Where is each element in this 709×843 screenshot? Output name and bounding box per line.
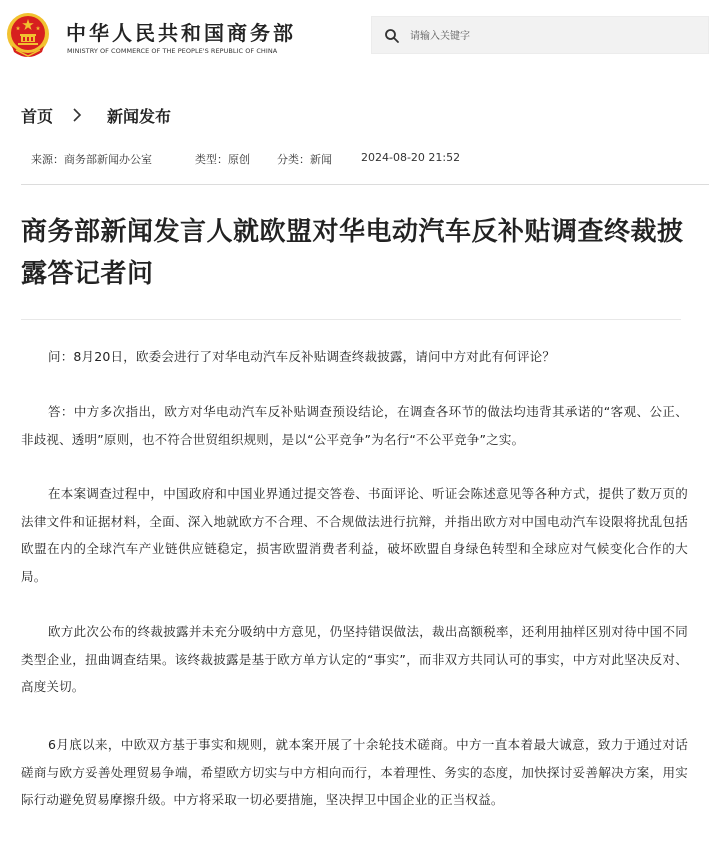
search-input[interactable] [410,26,690,46]
site-name[interactable]: 中华人民共和国商务部 [66,21,296,45]
divider [21,319,681,320]
divider [21,184,709,185]
meta-source: 来源：商务部新闻办公室 [31,153,152,166]
article-paragraph: 6月底以来，中欧双方基于事实和规则，就本案开展了十余轮技术磋商。中方一直本着最大诚意，致力于通过对话磋商与欧方妥善处理贸易争端，希望欧方切实与中方相向而行，本着理性、务实的态度，加快探讨妥善解决方案，用实际行动避免贸易摩擦升级。中方将采取一切必要措施，坚决捍卫中国企业的正当权益。 [21,737,688,807]
article-paragraph: 问：8月20日，欧委会进行了对华电动汽车反补贴调查终裁披露，请问中方对此有何评论？ [48,349,556,364]
search-icon[interactable] [384,28,400,44]
site-header [0,0,709,74]
article-paragraph: 答：中方多次指出，欧方对华电动汽车反补贴调查预设结论，在调查各环节的做法均违背其承诺的“客观、公正、非歧视、透明”原则，也不符合世贸组织规则，是以“公平竞争”为名行“不公平竞争”之实。 [21,404,688,447]
article-title: 商务部新闻发言人就欧盟对华电动汽车反补贴调查终裁披露答记者问 [21,217,684,289]
content-area [0,74,709,843]
breadcrumb-current-link[interactable]: 新闻发布 [107,106,172,126]
national-emblem-icon[interactable] [6,12,50,60]
chevron-right-icon [69,107,85,123]
article-paragraph: 欧方此次公布的终裁披露并未充分吸纳中方意见，仍坚持错误做法，裁出高额税率，还利用抽样区别对待中国不同类型企业，扭曲调查结果。该终裁披露是基于欧方单方认定的“事实”，而非双方共同认可的事实，中方对此坚决反对、高度关切。 [21,624,688,694]
breadcrumb-home-link[interactable]: 首页 [21,106,54,126]
meta-datetime: 2024-08-20 21:52 [361,151,461,164]
search-box[interactable] [371,16,709,54]
site-name-english: MINISTRY OF COMMERCE OF THE PEOPLE'S REPUBLIC OF CHINA [67,47,278,55]
article-meta [31,151,460,167]
meta-category: 分类：新闻 [277,153,332,166]
meta-type: 类型：原创 [195,153,250,166]
article-paragraph: 在本案调查过程中，中国政府和中国业界通过提交答卷、书面评论、听证会陈述意见等各种方式，提供了数万页的法律文件和证据材料，全面、深入地就欧方不合理、不合规做法进行抗辩，并指出欧方对中国电动汽车设限将扰乱包括欧盟在内的全球汽车产业链供应链稳定，损害欧盟消费者利益，破坏欧盟自身绿色转型和全球应对气候变化合作的大局。 [21,486,688,584]
breadcrumb [21,103,171,127]
